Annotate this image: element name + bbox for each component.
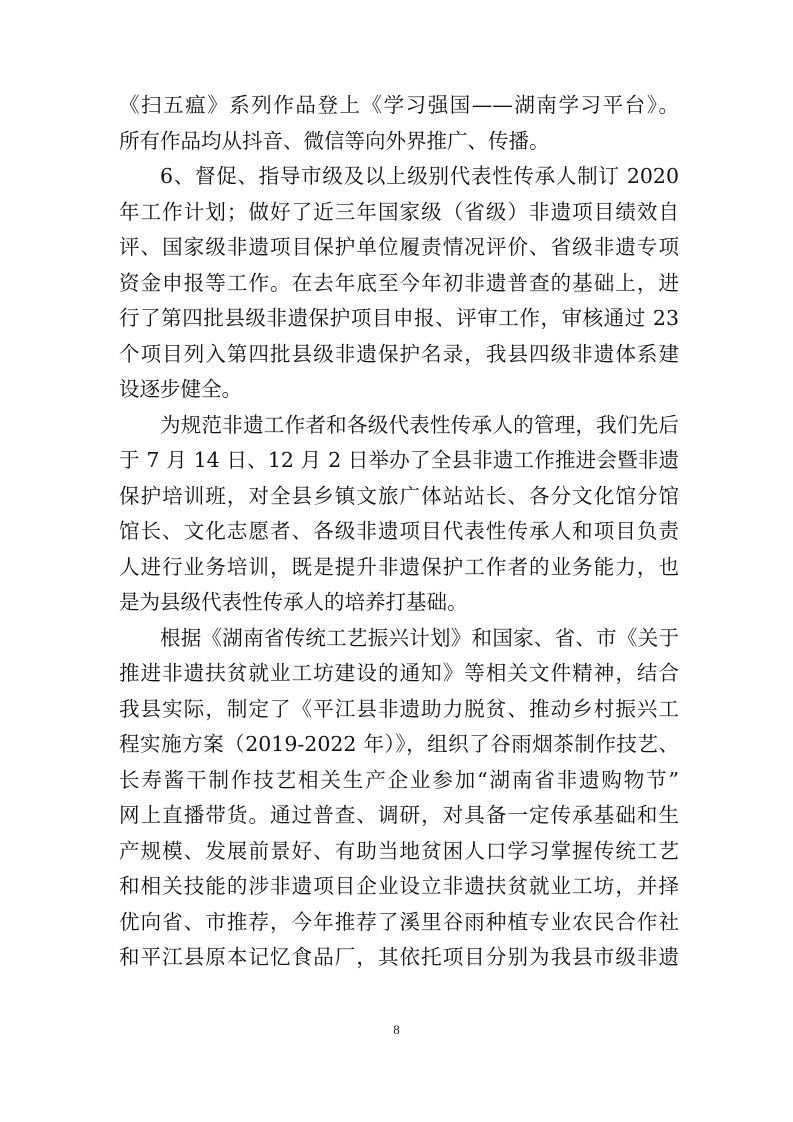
text-line: 人进行业务培训，既是提升非遗保护工作者的业务能力，也 [119,554,679,579]
text-line: 是为县级代表性传承人的培养打基础。 [119,590,468,614]
text-line: 6、督促、指导市级及以上级别代表性传承人制订 2020 [160,164,679,188]
text-line: 馆长、文化志愿者、各级非遗项目代表性传承人和项目负责 [119,519,679,543]
text-line: 根据《湖南省传统工艺振兴计划》和国家、省、市《关于 [160,625,679,650]
text-line: 我县实际，制定了《平江县非遗助力脱贫、推动乡村振兴工 [119,696,679,721]
text-line: 行了第四批县级非遗保护项目申报、评审工作，审核通过 23 [119,306,679,330]
page-number: 8 [393,1022,400,1037]
document-body [119,88,679,976]
text-line: 长寿酱干制作技艺相关生产企业参加“湖南省非遗购物节” [119,767,679,792]
text-line: 评、国家级非遗项目保护单位履责情况评价、省级非遗专项 [119,235,679,259]
text-line: 和平江县原本记忆食品厂，其依托项目分别为我县市级非遗 [119,945,679,969]
text-line: 所有作品均从抖音、微信等向外界推广、传播。 [119,128,550,153]
text-line: 个项目列入第四批县级非遗保护名录，我县四级非遗体系建 [119,341,679,366]
text-line: 网上直播带货。通过普查、调研，对具备一定传承基础和生 [119,803,679,827]
text-line: 资金申报等工作。在去年底至今年初非遗普查的基础上，进 [119,270,679,295]
text-line: 产规模、发展前景好、有助当地贫困人口学习掌握传统工艺 [119,838,679,863]
text-line: 和相关技能的涉非遗项目企业设立非遗扶贫就业工坊，并择 [119,874,679,898]
text-line: 年工作计划；做好了近三年国家级（省级）非遗项目绩效自 [119,199,679,224]
text-line: 优向省、市推荐，今年推荐了溪里谷雨种植专业农民合作社 [119,909,679,934]
text-line: 推进非遗扶贫就业工坊建设的通知》等相关文件精神，结合 [119,661,679,685]
text-line: 《扫五瘟》系列作品登上《学习强国——湖南学习平台》。 [119,93,679,117]
text-line: 设逐步健全。 [119,377,242,401]
text-line: 于 7 月 14 日、12 月 2 日举办了全县非遗工作推进会暨非遗 [119,448,679,472]
text-line: 程实施方案（2019-2022 年）》，组织了谷雨烟茶制作技艺、 [119,732,679,756]
text-line: 为规范非遗工作者和各级代表性传承人的管理，我们先后 [160,412,679,437]
text-line: 保护培训班，对全县乡镇文旅广体站站长、各分文化馆分馆 [119,483,679,508]
